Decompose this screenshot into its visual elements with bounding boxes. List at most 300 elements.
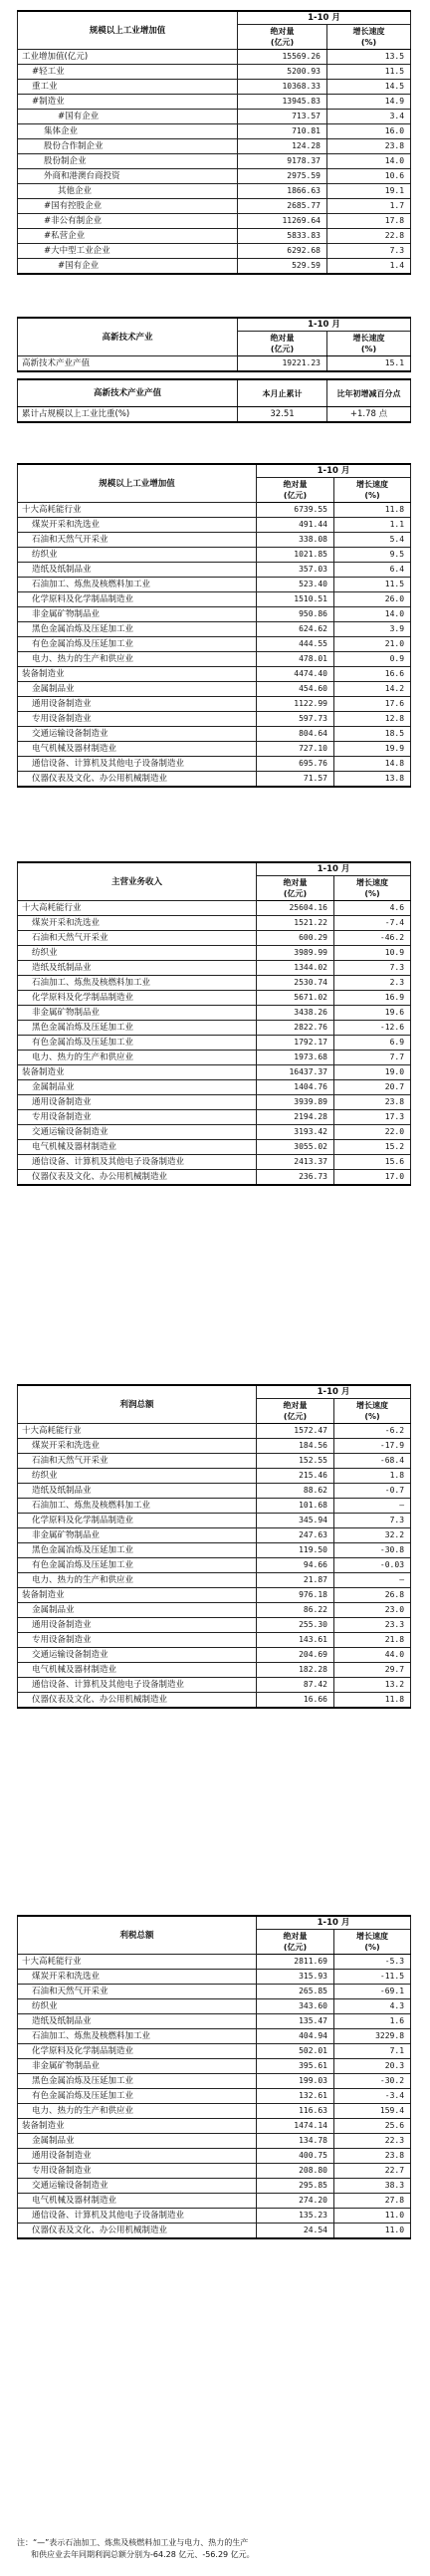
growth-cell: 22.0 — [334, 1125, 411, 1140]
row-label: 仪器仪表及文化、办公用机械制造业 — [18, 1170, 257, 1186]
growth-cell: 32.2 — [334, 1528, 411, 1543]
row-label: 通信设备、计算机及其他电子设备制造业 — [18, 1678, 257, 1693]
growth-cell: 9.5 — [334, 548, 411, 563]
table-row — [18, 592, 411, 607]
growth-cell: -6.2 — [334, 1424, 411, 1439]
growth-cell: 11.8 — [334, 503, 411, 518]
growth-cell: -30.2 — [334, 2074, 411, 2089]
growth-cell: 17.0 — [334, 1170, 411, 1186]
value-cell: 502.01 — [257, 2044, 334, 2059]
growth-cell: 11.5 — [327, 65, 411, 80]
value-cell: 2822.76 — [257, 1021, 334, 1036]
table-row — [18, 757, 411, 772]
value-cell: 204.69 — [257, 1648, 334, 1663]
growth-cell: 22.3 — [334, 2134, 411, 2149]
row-label: 纺织业 — [18, 548, 257, 563]
value-cell: 6739.55 — [257, 503, 334, 518]
table-row — [18, 2059, 411, 2074]
row-label: 仪器仪表及文化、办公用机械制造业 — [18, 2224, 257, 2239]
table-row — [18, 1970, 411, 1985]
value-cell: 3438.26 — [257, 1006, 334, 1021]
growth-cell: 3.9 — [334, 622, 411, 637]
row-label: 十大高耗能行业 — [18, 1424, 257, 1439]
table-row — [18, 2164, 411, 2179]
table-row — [18, 1484, 411, 1499]
table-row — [18, 1125, 411, 1140]
value-cell: 152.55 — [257, 1454, 334, 1469]
table-row — [18, 712, 411, 727]
period-label: 1-10 月 — [238, 11, 411, 25]
row-label: 电力、热力的生产和供应业 — [18, 652, 257, 667]
value-cell: 1021.85 — [257, 548, 334, 563]
column-header: 比年初增减百分点 — [327, 379, 411, 407]
table-row — [18, 1633, 411, 1648]
row-label: 石油加工、炼焦及核燃料加工业 — [18, 1499, 257, 1514]
value-cell: 343.60 — [257, 1999, 334, 2014]
growth-cell: 44.0 — [334, 1648, 411, 1663]
growth-cell: 11.5 — [334, 578, 411, 592]
value-cell: 3055.02 — [257, 1140, 334, 1155]
table-row — [18, 682, 411, 697]
value-cell: 597.73 — [257, 712, 334, 727]
row-label: 金属制品业 — [18, 682, 257, 697]
row-label: 装备制造业 — [18, 1065, 257, 1080]
table-row — [18, 169, 411, 184]
column-header: 增长速度 (%) — [334, 1930, 411, 1955]
row-label: 有色金属冶炼及压延加工业 — [18, 2089, 257, 2104]
table-row — [18, 1663, 411, 1678]
row-label: 工业增加值(亿元) — [18, 50, 238, 65]
table-row — [18, 976, 411, 991]
value-cell: 1973.68 — [257, 1051, 334, 1065]
total-profit-table — [17, 1384, 411, 1709]
row-label: 煤炭开采和洗选业 — [18, 916, 257, 931]
table-row — [18, 2179, 411, 2194]
row-label: 化学原料及化学制品制造业 — [18, 991, 257, 1006]
value-cell: 1792.17 — [257, 1036, 334, 1051]
column-header: 绝对量 (亿元) — [257, 1930, 334, 1955]
growth-cell: 7.3 — [327, 244, 411, 259]
row-label: 专用设备制造业 — [18, 2164, 257, 2179]
table-row — [18, 110, 411, 124]
table-row — [18, 742, 411, 757]
row-label: 电气机械及器材制造业 — [18, 742, 257, 757]
value-cell: 454.60 — [257, 682, 334, 697]
table-row — [18, 2224, 411, 2239]
table-row — [18, 214, 411, 229]
value-cell: 1521.22 — [257, 916, 334, 931]
table-row — [18, 244, 411, 259]
table-row — [18, 1985, 411, 1999]
row-label: 交通运输设备制造业 — [18, 1125, 257, 1140]
table-row — [18, 1051, 411, 1065]
row-label: 通信设备、计算机及其他电子设备制造业 — [18, 757, 257, 772]
footnote-line: 和供应业去年同期利润总额分别为-64.28 亿元、-56.29 亿元。 — [31, 2550, 255, 2559]
value-cell: 400.75 — [257, 2149, 334, 2164]
value-cell: 182.28 — [257, 1663, 334, 1678]
high-tech-output-table — [17, 317, 411, 372]
row-label: #制造业 — [18, 95, 238, 110]
value-cell: 184.56 — [257, 1439, 334, 1454]
table-row — [18, 199, 411, 214]
value-cell: 404.94 — [257, 2029, 334, 2044]
row-label: 造纸及纸制品业 — [18, 1484, 257, 1499]
growth-cell: 1.1 — [334, 518, 411, 533]
main-business-revenue-table — [17, 861, 411, 1186]
growth-cell: 19.1 — [327, 184, 411, 199]
table-row — [18, 1528, 411, 1543]
table-row — [18, 2074, 411, 2089]
growth-cell: 23.3 — [334, 1618, 411, 1633]
growth-cell: 7.7 — [334, 1051, 411, 1065]
table-row — [18, 563, 411, 578]
growth-cell: 5.4 — [334, 533, 411, 548]
value-cell: 444.55 — [257, 637, 334, 652]
table-row — [18, 772, 411, 788]
value-cell: 523.40 — [257, 578, 334, 592]
value-cell: 9178.37 — [238, 154, 327, 169]
table-row — [18, 622, 411, 637]
column-header: 绝对量 (亿元) — [238, 332, 327, 356]
column-header: 增长速度 (%) — [327, 25, 411, 50]
growth-cell: 23.0 — [334, 1603, 411, 1618]
table-row — [18, 652, 411, 667]
column-header: 绝对量 (亿元) — [257, 478, 334, 503]
row-label: 石油和天然气开采业 — [18, 931, 257, 946]
value-cell: 3939.89 — [257, 1095, 334, 1110]
row-label: #轻工业 — [18, 65, 238, 80]
table-row — [18, 727, 411, 742]
growth-cell: +1.78 点 — [327, 407, 411, 423]
table-row — [18, 184, 411, 199]
energy-equipment-value-added-table — [17, 463, 411, 788]
growth-cell: -11.5 — [334, 1970, 411, 1985]
growth-cell: 4.6 — [334, 901, 411, 916]
value-cell: 804.64 — [257, 727, 334, 742]
growth-cell: 14.8 — [334, 757, 411, 772]
row-label: 专用设备制造业 — [18, 1110, 257, 1125]
table-row — [18, 95, 411, 110]
table-row — [18, 1558, 411, 1573]
row-label: 仪器仪表及文化、办公用机械制造业 — [18, 1693, 257, 1709]
growth-cell: 19.9 — [334, 742, 411, 757]
table-row — [18, 154, 411, 169]
row-label: 非金属矿物制品业 — [18, 2059, 257, 2074]
table-row — [18, 80, 411, 95]
growth-cell: 17.8 — [327, 214, 411, 229]
table-row — [18, 1095, 411, 1110]
growth-cell: 10.9 — [334, 946, 411, 961]
value-cell: 2811.69 — [257, 1955, 334, 1970]
growth-cell: 1.4 — [327, 259, 411, 275]
row-label: 电气机械及器材制造业 — [18, 1140, 257, 1155]
value-cell: 94.66 — [257, 1558, 334, 1573]
table-row — [18, 139, 411, 154]
value-cell: 529.59 — [238, 259, 327, 275]
row-label: 专用设备制造业 — [18, 712, 257, 727]
value-cell: 16437.37 — [257, 1065, 334, 1080]
table-row — [18, 607, 411, 622]
value-cell: 5833.83 — [238, 229, 327, 244]
table-row — [18, 1036, 411, 1051]
value-cell: 13945.83 — [238, 95, 327, 110]
growth-cell: -68.4 — [334, 1454, 411, 1469]
value-cell: 713.57 — [238, 110, 327, 124]
value-cell: 10368.33 — [238, 80, 327, 95]
value-cell: 2530.74 — [257, 976, 334, 991]
growth-cell: 23.8 — [334, 1095, 411, 1110]
value-cell: 315.93 — [257, 1970, 334, 1985]
row-label: 石油和天然气开采业 — [18, 1985, 257, 1999]
table-header: 高新技术产业产值 — [18, 379, 238, 407]
value-cell: 478.01 — [257, 652, 334, 667]
value-cell: 134.78 — [257, 2134, 334, 2149]
table-row — [18, 1454, 411, 1469]
row-label: 股份合作制企业 — [18, 139, 238, 154]
industrial-value-added-table — [17, 10, 411, 275]
table-row — [18, 901, 411, 916]
table-row — [18, 991, 411, 1006]
table-row — [18, 2119, 411, 2134]
growth-cell: 17.3 — [334, 1110, 411, 1125]
growth-cell: 26.0 — [334, 592, 411, 607]
table-row — [18, 2044, 411, 2059]
table-header: 规模以上工业增加值 — [18, 464, 257, 503]
column-header: 增长速度 (%) — [334, 876, 411, 901]
growth-cell: 159.4 — [334, 2104, 411, 2119]
value-cell: 236.73 — [257, 1170, 334, 1186]
row-label: 电力、热力的生产和供应业 — [18, 2104, 257, 2119]
value-cell: 255.30 — [257, 1618, 334, 1633]
table-row — [18, 1999, 411, 2014]
value-cell: 5671.02 — [257, 991, 334, 1006]
table-row — [18, 1155, 411, 1170]
row-label: 黑色金属冶炼及压延加工业 — [18, 2074, 257, 2089]
row-label: #大中型工业企业 — [18, 244, 238, 259]
value-cell: 87.42 — [257, 1678, 334, 1693]
value-cell: 491.44 — [257, 518, 334, 533]
row-label: 金属制品业 — [18, 1603, 257, 1618]
growth-cell: 2.3 — [334, 976, 411, 991]
value-cell: 2194.28 — [257, 1110, 334, 1125]
row-label: 有色金属冶炼及压延加工业 — [18, 1036, 257, 1051]
table-row — [18, 1065, 411, 1080]
row-label: 通用设备制造业 — [18, 1095, 257, 1110]
table-row — [18, 356, 411, 372]
growth-cell: 21.8 — [334, 1633, 411, 1648]
value-cell: 624.62 — [257, 622, 334, 637]
row-label: 造纸及纸制品业 — [18, 563, 257, 578]
growth-cell: 10.6 — [327, 169, 411, 184]
period-label: 1-10 月 — [257, 464, 411, 478]
value-cell: 199.03 — [257, 2074, 334, 2089]
table-row — [18, 1499, 411, 1514]
row-label: 高新技术产业产值 — [18, 356, 238, 372]
row-label: 化学原料及化学制品制造业 — [18, 1514, 257, 1528]
growth-cell: 12.8 — [334, 712, 411, 727]
value-cell: 1122.99 — [257, 697, 334, 712]
row-label: 黑色金属冶炼及压延加工业 — [18, 622, 257, 637]
row-label: 化学原料及化学制品制造业 — [18, 2044, 257, 2059]
value-cell: 265.85 — [257, 1985, 334, 1999]
table-row — [18, 697, 411, 712]
table-row — [18, 1006, 411, 1021]
growth-cell: 29.7 — [334, 1663, 411, 1678]
value-cell: 124.28 — [238, 139, 327, 154]
row-label: #国有企业 — [18, 110, 238, 124]
table-row — [18, 1140, 411, 1155]
table-row — [18, 124, 411, 139]
row-label: 通信设备、计算机及其他电子设备制造业 — [18, 1155, 257, 1170]
value-cell: 2413.37 — [257, 1155, 334, 1170]
value-cell: 71.57 — [257, 772, 334, 788]
value-cell: 727.10 — [257, 742, 334, 757]
value-cell: 1510.51 — [257, 592, 334, 607]
row-label: 造纸及纸制品业 — [18, 2014, 257, 2029]
row-label: 石油和天然气开采业 — [18, 1454, 257, 1469]
growth-cell: 38.3 — [334, 2179, 411, 2194]
table-row — [18, 2089, 411, 2104]
column-header: 增长速度 (%) — [334, 1399, 411, 1424]
growth-cell: 17.6 — [334, 697, 411, 712]
row-label: 纺织业 — [18, 1999, 257, 2014]
column-header: 绝对量 (亿元) — [238, 25, 327, 50]
growth-cell: 23.8 — [334, 2149, 411, 2164]
growth-cell: 26.8 — [334, 1588, 411, 1603]
row-label: 电力、热力的生产和供应业 — [18, 1573, 257, 1588]
table-row — [18, 2014, 411, 2029]
row-label: 煤炭开采和洗选业 — [18, 1970, 257, 1985]
table-row — [18, 1955, 411, 1970]
value-cell: 1866.63 — [238, 184, 327, 199]
value-cell: 695.76 — [257, 757, 334, 772]
growth-cell: 19.6 — [334, 1006, 411, 1021]
table-row — [18, 946, 411, 961]
value-cell: 345.94 — [257, 1514, 334, 1528]
table-row — [18, 1543, 411, 1558]
period-label: 1-10 月 — [238, 318, 411, 332]
table-row — [18, 578, 411, 592]
table-row — [18, 229, 411, 244]
row-label: 装备制造业 — [18, 2119, 257, 2134]
growth-cell: 13.8 — [334, 772, 411, 788]
growth-cell: 6.9 — [334, 1036, 411, 1051]
row-label: 装备制造业 — [18, 667, 257, 682]
row-label: 煤炭开采和洗选业 — [18, 1439, 257, 1454]
row-label: 石油加工、炼焦及核燃料加工业 — [18, 578, 257, 592]
growth-cell: 11.8 — [334, 1693, 411, 1709]
table-row — [18, 667, 411, 682]
growth-cell: -69.1 — [334, 1985, 411, 1999]
value-cell: 3193.42 — [257, 1125, 334, 1140]
growth-cell: 14.9 — [327, 95, 411, 110]
growth-cell: 0.9 — [334, 652, 411, 667]
growth-cell: 22.7 — [334, 2164, 411, 2179]
growth-cell: 1.7 — [327, 199, 411, 214]
row-label: 外商和港澳台商投资 — [18, 169, 238, 184]
row-label: 金属制品业 — [18, 1080, 257, 1095]
table-row — [18, 548, 411, 563]
table-row — [18, 259, 411, 275]
growth-cell: 27.8 — [334, 2194, 411, 2209]
column-header: 增长速度 (%) — [334, 478, 411, 503]
row-label: 石油和天然气开采业 — [18, 533, 257, 548]
growth-cell: 16.6 — [334, 667, 411, 682]
value-cell: 4474.40 — [257, 667, 334, 682]
table-row — [18, 637, 411, 652]
table-header: 利税总额 — [18, 1916, 257, 1955]
value-cell: 132.61 — [257, 2089, 334, 2104]
row-label: 电气机械及器材制造业 — [18, 1663, 257, 1678]
growth-cell: 15.1 — [327, 356, 411, 372]
table-row — [18, 1618, 411, 1633]
value-cell: 1344.02 — [257, 961, 334, 976]
growth-cell: -3.4 — [334, 2089, 411, 2104]
table-row — [18, 2104, 411, 2119]
row-label: 非金属矿物制品业 — [18, 1528, 257, 1543]
row-label: 股份制企业 — [18, 154, 238, 169]
value-cell: 15569.26 — [238, 50, 327, 65]
table-row — [18, 1170, 411, 1186]
growth-cell: 14.2 — [334, 682, 411, 697]
growth-cell: 22.8 — [327, 229, 411, 244]
table-row — [18, 931, 411, 946]
value-cell: 2975.59 — [238, 169, 327, 184]
row-label: 集体企业 — [18, 124, 238, 139]
row-label: 十大高耗能行业 — [18, 503, 257, 518]
row-label: 十大高耗能行业 — [18, 1955, 257, 1970]
growth-cell: — — [334, 1499, 411, 1514]
column-header: 增长速度 (%) — [327, 332, 411, 356]
growth-cell: 14.0 — [327, 154, 411, 169]
value-cell: 1572.47 — [257, 1424, 334, 1439]
value-cell: 2685.77 — [238, 199, 327, 214]
table-row — [18, 2209, 411, 2224]
table-row — [18, 1514, 411, 1528]
growth-cell: -17.9 — [334, 1439, 411, 1454]
row-label: 有色金属冶炼及压延加工业 — [18, 637, 257, 652]
value-cell: 710.81 — [238, 124, 327, 139]
growth-cell: -30.8 — [334, 1543, 411, 1558]
table-row — [18, 1424, 411, 1439]
table-row — [18, 2194, 411, 2209]
value-cell: 16.66 — [257, 1693, 334, 1709]
table-header: 高新技术产业 — [18, 318, 238, 356]
growth-cell: -0.03 — [334, 1558, 411, 1573]
row-label: 煤炭开采和洗选业 — [18, 518, 257, 533]
value-cell: 338.08 — [257, 533, 334, 548]
period-label: 1-10 月 — [257, 1385, 411, 1399]
row-label: 电气机械及器材制造业 — [18, 2194, 257, 2209]
row-label: #非公有制企业 — [18, 214, 238, 229]
row-label: 纺织业 — [18, 946, 257, 961]
growth-cell: 20.7 — [334, 1080, 411, 1095]
row-label: 装备制造业 — [18, 1588, 257, 1603]
value-cell: 357.03 — [257, 563, 334, 578]
table-row — [18, 518, 411, 533]
table-row — [18, 1603, 411, 1618]
growth-cell: -46.2 — [334, 931, 411, 946]
table-row — [18, 2134, 411, 2149]
row-label: 化学原料及化学制品制造业 — [18, 592, 257, 607]
growth-cell: 15.2 — [334, 1140, 411, 1155]
value-cell: 135.23 — [257, 2209, 334, 2224]
row-label: 纺织业 — [18, 1469, 257, 1484]
table-row — [18, 1678, 411, 1693]
row-label: 非金属矿物制品业 — [18, 607, 257, 622]
value-cell: 116.63 — [257, 2104, 334, 2119]
table-row — [18, 1110, 411, 1125]
